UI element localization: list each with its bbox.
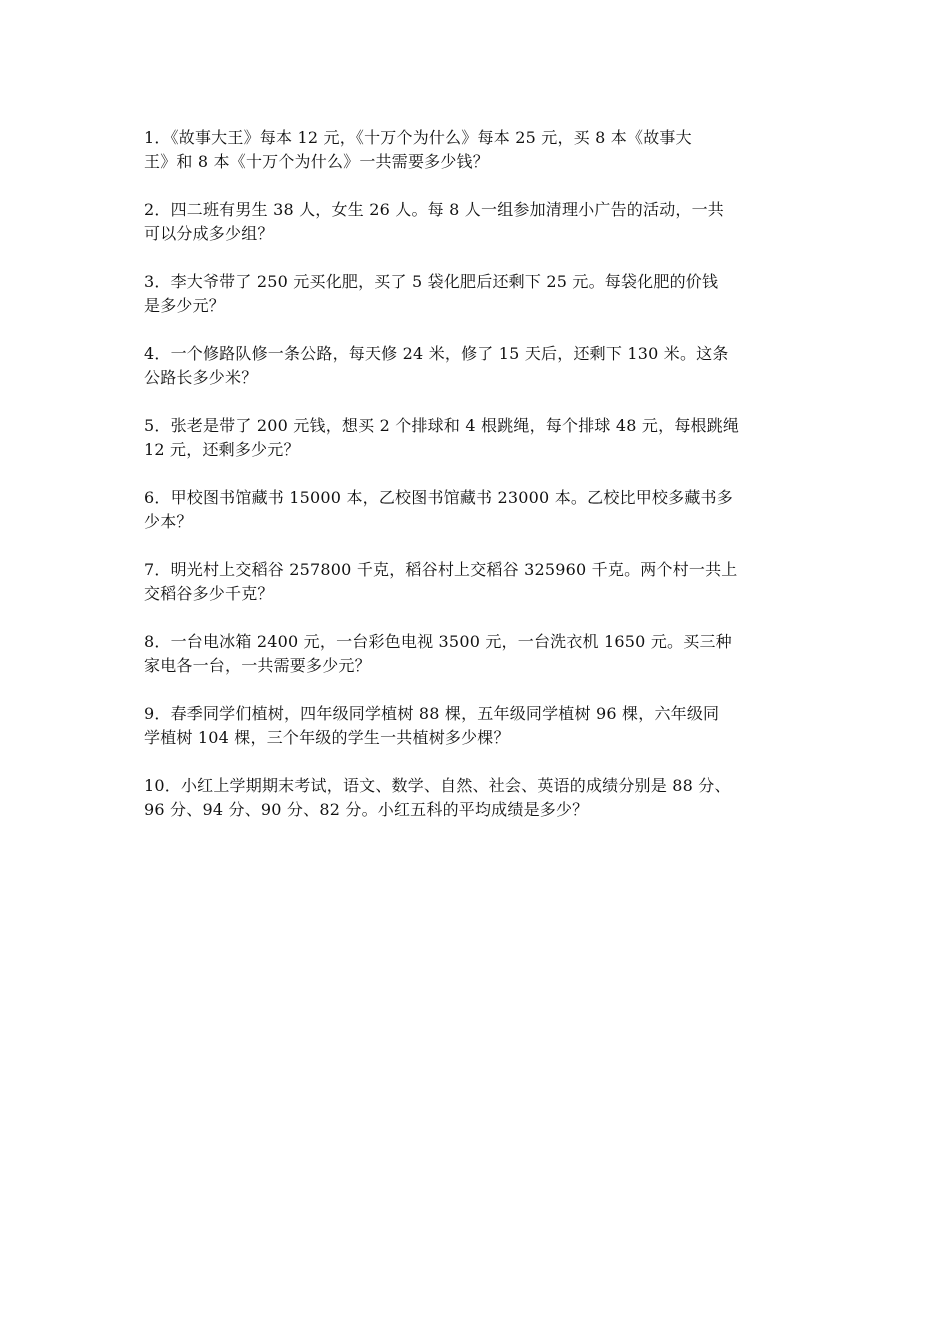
problem-text-line: 可以分成多少组？ [144, 224, 274, 243]
problem-text-line: 学植树 104 棵，三个年级的学生一共植树多少棵？ [144, 728, 510, 747]
problem-text-line: 2．四二班有男生 38 人，女生 26 人。每 8 人一组参加清理小广告的活动，一共 [144, 200, 724, 219]
problem-item [144, 414, 824, 462]
problem-text-line: 是多少元？ [144, 296, 226, 315]
problem-text-line: 10．小红上学期期末考试，语文、数学、自然、社会、英语的成绩分别是 88 分、 [144, 776, 731, 795]
problem-text-line: 交稻谷多少千克？ [144, 584, 274, 603]
problem-text-line: 公路长多少米？ [144, 368, 258, 387]
problem-item [144, 774, 824, 822]
problem-list [144, 126, 824, 846]
problem-text-line: 8．一台电冰箱 2400 元，一台彩色电视 3500 元，一台洗衣机 1650 元。买三种 [144, 632, 732, 651]
problem-item [144, 342, 824, 390]
problem-text-line: 5．张老是带了 200 元钱，想买 2 个排球和 4 根跳绳，每个排球 48 元，每根跳绳 [144, 416, 740, 435]
problem-text-line: 家电各一台，一共需要多少元？ [144, 656, 371, 675]
problem-text-line: 4．一个修路队修一条公路，每天修 24 米，修了 15 天后，还剩下 130 米。这条 [144, 344, 729, 363]
problem-item [144, 126, 824, 174]
problem-text-line: 王》和 8 本《十万个为什么》一共需要多少钱？ [144, 152, 489, 171]
problem-item [144, 558, 824, 606]
problem-text-line: 12 元，还剩多少元？ [144, 440, 300, 459]
problem-item [144, 630, 824, 678]
problem-text-line: 1．《故事大王》每本 12 元，《十万个为什么》每本 25 元，买 8 本《故事大 [144, 128, 692, 147]
problem-item [144, 486, 824, 534]
problem-text-line: 6．甲校图书馆藏书 15000 本，乙校图书馆藏书 23000 本。乙校比甲校多藏书多 [144, 488, 733, 507]
problem-text-line: 96 分、94 分、90 分、82 分。小红五科的平均成绩是多少？ [144, 800, 589, 819]
problem-text-line: 7．明光村上交稻谷 257800 千克，稻谷村上交稻谷 325960 千克。两个村一共上 [144, 560, 738, 579]
problem-item [144, 270, 824, 318]
problem-item [144, 198, 824, 246]
problem-item [144, 702, 824, 750]
problem-text-line: 3．李大爷带了 250 元买化肥，买了 5 袋化肥后还剩下 25 元。每袋化肥的价钱 [144, 272, 719, 291]
problem-text-line: 9．春季同学们植树，四年级同学植树 88 棵，五年级同学植树 96 棵，六年级同 [144, 704, 720, 723]
problem-text-line: 少本？ [144, 512, 193, 531]
